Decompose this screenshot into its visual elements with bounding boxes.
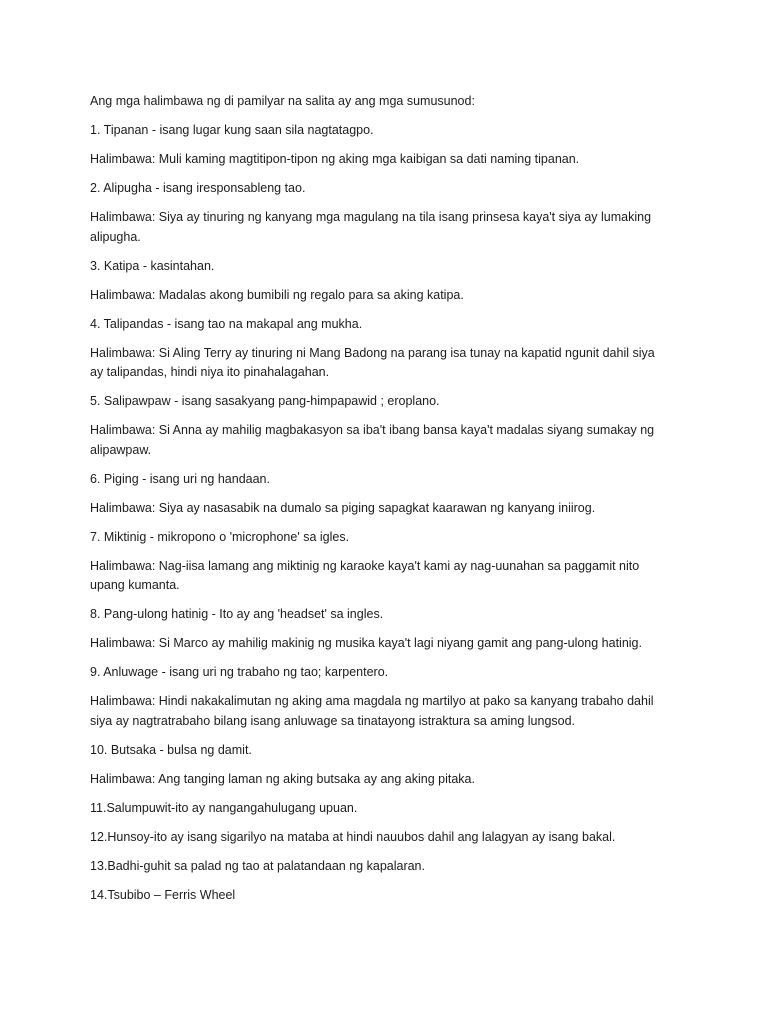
- example-6: Halimbawa: Siya ay nasasabik na dumalo sa piging sapagkat kaarawan ng kanyang iniirog.: [90, 500, 596, 515]
- term-14: 14.Tsubibo – Ferris Wheel: [90, 887, 236, 902]
- term-11: 11.Salumpuwit-ito ay nangangahulugang upuan.: [90, 800, 358, 815]
- example-10: Halimbawa: Ang tanging laman ng aking butsaka ay ang aking pitaka.: [90, 771, 475, 786]
- example-2: Halimbawa: Siya ay tinuring ng kanyang mga magulang na tila isang prinsesa kaya't siya ay lumaking alipugha.: [90, 210, 652, 244]
- term-4: 4. Talipandas - isang tao na makapal ang mukha.: [90, 316, 363, 331]
- term-6: 6. Piging - isang uri ng handaan.: [90, 471, 270, 486]
- term-1: 1. Tipanan - isang lugar kung saan sila nagtatagpo.: [90, 123, 374, 137]
- example-5: Halimbawa: Si Anna ay mahilig magbakasyon sa iba't ibang bansa kaya't madalas siyang sumakay ng alipawpaw.: [90, 423, 655, 457]
- example-1: Halimbawa: Muli kaming magtitipon-tipon ng aking mga kaibigan sa dati naming tipanan.: [90, 152, 580, 166]
- example-4: Halimbawa: Si Aling Terry ay tinuring ni Mang Badong na parang isa tunay na kapatid ngunit dahil siya ay talipandas, hindi niya ito pinahalagahan.: [90, 345, 655, 379]
- term-9: 9. Anluwage - isang uri ng trabaho ng tao; karpentero.: [90, 665, 389, 679]
- term-7: 7. Miktinig - mikropono o 'microphone' sa igles.: [90, 529, 350, 544]
- term-12: 12.Hunsoy-ito ay isang sigarilyo na mataba at hindi nauubos dahil ang lalagyan ay isang bakal.: [90, 829, 616, 844]
- term-2: 2. Alipugha - isang iresponsableng tao.: [90, 181, 306, 195]
- term-10: 10. Butsaka - bulsa ng damit.: [90, 742, 252, 757]
- example-9: Halimbawa: Hindi nakakalimutan ng aking ama magdala ng martilyo at pako sa kanyang trabaho dahil siya ay nagtratrabaho bilang isang anluwage sa tinatayong istraktura sa aming lungsod.: [90, 694, 654, 728]
- term-3: 3. Katipa - kasintahan.: [90, 258, 215, 273]
- term-5: 5. Salipawpaw - isang sasakyang pang-himpapawid ; eroplano.: [90, 394, 440, 408]
- intro-paragraph: Ang mga halimbawa ng di pamilyar na salita ay ang mga sumusunod:: [90, 94, 475, 108]
- term-8: 8. Pang-ulong hatinig - Ito ay ang 'headset' sa ingles.: [90, 607, 384, 621]
- example-7: Halimbawa: Nag-iisa lamang ang miktinig ng karaoke kaya't kami ay nag-uunahan sa paggamit nito upang kumanta.: [90, 558, 640, 592]
- document-body: [90, 92, 670, 915]
- example-3: Halimbawa: Madalas akong bumibili ng regalo para sa aking katipa.: [90, 287, 464, 302]
- example-8: Halimbawa: Si Marco ay mahilig makinig ng musika kaya't lagi niyang gamit ang pang-ulong hatinig.: [90, 636, 642, 650]
- term-13: 13.Badhi-guhit sa palad ng tao at palatandaan ng kapalaran.: [90, 858, 425, 873]
